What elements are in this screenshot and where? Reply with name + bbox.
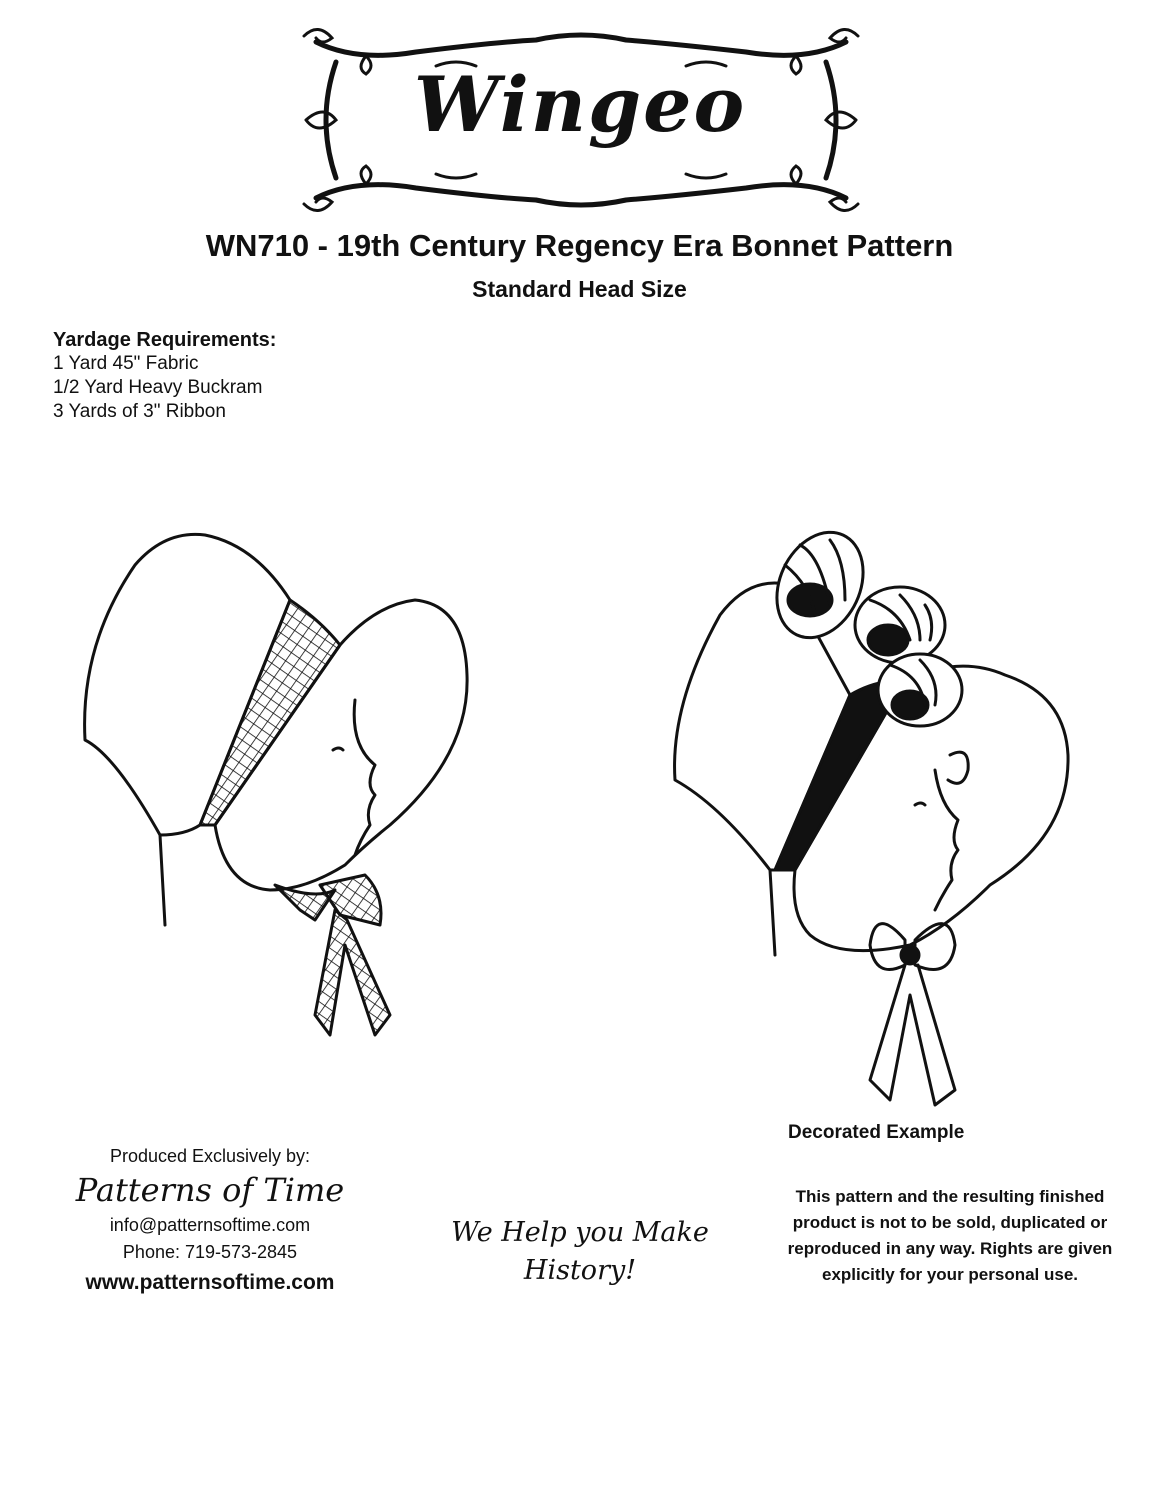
producer-info <box>60 1146 360 1295</box>
notice-line: product is not to be sold, duplicated or <box>792 1213 1108 1232</box>
usage-notice <box>770 1184 1130 1288</box>
producer-phone: Phone: 719-573-2845 <box>122 1242 298 1262</box>
yardage-requirements <box>53 328 276 424</box>
bonnet-plain-illustration <box>75 525 485 1060</box>
yardage-item: 1/2 Yard Heavy Buckram <box>53 377 263 398</box>
producer-email[interactable]: info@patternsoftime.com <box>109 1215 311 1235</box>
logo-wordmark: Wingeo <box>413 60 747 149</box>
slogan <box>430 1214 730 1290</box>
notice-line: This pattern and the resulting finished <box>795 1187 1105 1206</box>
page-subtitle: Standard Head Size <box>472 276 687 302</box>
yardage-item: 3 Yards of 3" Ribbon <box>53 401 226 422</box>
notice-line: reproduced in any way. Rights are given <box>787 1239 1113 1258</box>
slogan-line: We Help you Make <box>451 1217 709 1248</box>
yardage-item: 1 Yard 45" Fabric <box>53 353 199 374</box>
producer-brand: Patterns of Time <box>75 1171 345 1209</box>
bonnet-decorated-illustration <box>660 505 1080 1115</box>
notice-line: explicitly for your personal use. <box>821 1265 1079 1284</box>
decorated-example-caption: Decorated Example <box>788 1122 965 1143</box>
page-title: WN710 - 19th Century Regency Era Bonnet Pattern <box>205 228 954 263</box>
producer-website[interactable]: www.patternsoftime.com <box>85 1271 335 1294</box>
slogan-line: History! <box>523 1255 637 1286</box>
yardage-heading: Yardage Requirements: <box>53 329 277 351</box>
producer-by-label: Produced Exclusively by: <box>109 1146 311 1166</box>
